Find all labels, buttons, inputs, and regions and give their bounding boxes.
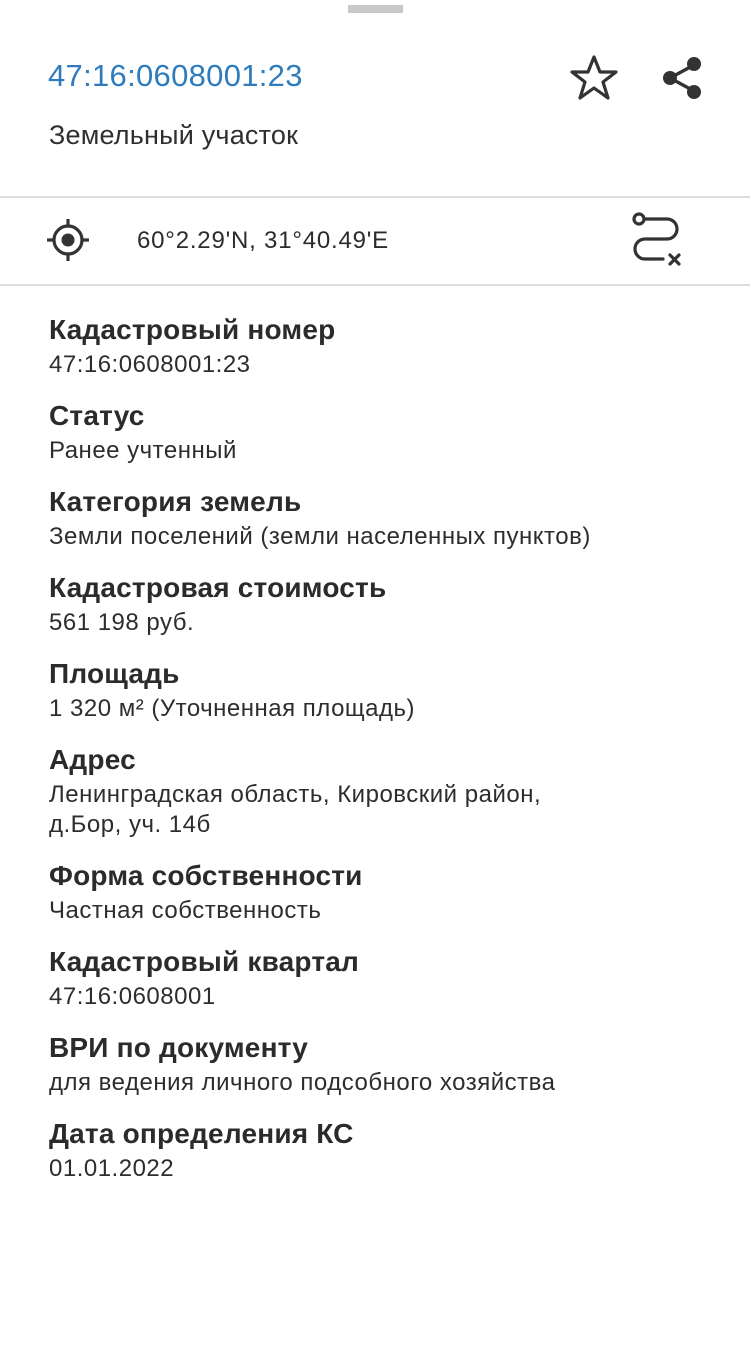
field-address bbox=[49, 742, 719, 840]
field-label: ВРИ по документу bbox=[49, 1032, 309, 1063]
favorite-button[interactable] bbox=[564, 50, 624, 110]
field-cadastral-number bbox=[49, 312, 719, 380]
star-outline-icon bbox=[569, 54, 619, 107]
coordinates-row bbox=[0, 199, 750, 285]
field-label: Статус bbox=[49, 400, 145, 431]
field-permitted-use bbox=[49, 1030, 719, 1098]
field-label: Площадь bbox=[49, 658, 180, 689]
field-valuation-date bbox=[49, 1116, 719, 1184]
field-value[interactable] bbox=[49, 780, 719, 840]
locate-button[interactable] bbox=[38, 212, 98, 272]
coordinates-text[interactable]: 60°2.29'N, 31°40.49'E bbox=[137, 227, 389, 254]
field-label: Кадастровая стоимость bbox=[49, 572, 387, 603]
field-value: Земли поселений (земли населенных пунктов) bbox=[49, 523, 591, 550]
field-area bbox=[49, 656, 719, 724]
field-value: 01.01.2022 bbox=[49, 1155, 175, 1182]
route-button[interactable] bbox=[626, 211, 686, 271]
share-icon bbox=[660, 55, 704, 106]
property-details-list bbox=[49, 312, 719, 1202]
field-ownership-form bbox=[49, 858, 719, 926]
field-land-category bbox=[49, 484, 719, 552]
field-label: Кадастровый квартал bbox=[49, 946, 359, 977]
field-label: Кадастровый номер bbox=[49, 314, 336, 345]
field-cadastral-quarter bbox=[49, 944, 719, 1012]
field-value: Ранее учтенный bbox=[49, 437, 237, 464]
field-cadastral-value bbox=[49, 570, 719, 638]
route-clear-icon bbox=[626, 209, 686, 274]
field-value[interactable]: 47:16:0608001 bbox=[49, 983, 216, 1010]
field-value: для ведения личного подсобного хозяйства bbox=[49, 1069, 556, 1096]
object-type-subtitle: Земельный участок bbox=[49, 120, 299, 150]
coordinates-divider bbox=[0, 284, 750, 286]
field-value: Частная собственность bbox=[49, 897, 322, 924]
cadastral-number-title[interactable]: 47:16:0608001:23 bbox=[48, 58, 303, 93]
field-label: Адрес bbox=[49, 744, 136, 775]
field-label: Дата определения КС bbox=[49, 1118, 354, 1149]
header-divider bbox=[0, 196, 750, 198]
field-label: Категория земель bbox=[49, 486, 302, 517]
address-line: Ленинградская область, Кировский район, bbox=[49, 781, 542, 808]
field-status bbox=[49, 398, 719, 466]
field-value: 1 320 м² (Уточненная площадь) bbox=[49, 695, 416, 722]
field-label: Форма собственности bbox=[49, 860, 363, 891]
crosshair-target-icon bbox=[46, 218, 90, 267]
object-header bbox=[0, 0, 750, 197]
address-line: д.Бор, уч. 14б bbox=[49, 811, 211, 838]
share-button[interactable] bbox=[652, 50, 712, 110]
field-value[interactable]: 47:16:0608001:23 bbox=[49, 351, 251, 378]
field-value: 561 198 руб. bbox=[49, 609, 195, 636]
